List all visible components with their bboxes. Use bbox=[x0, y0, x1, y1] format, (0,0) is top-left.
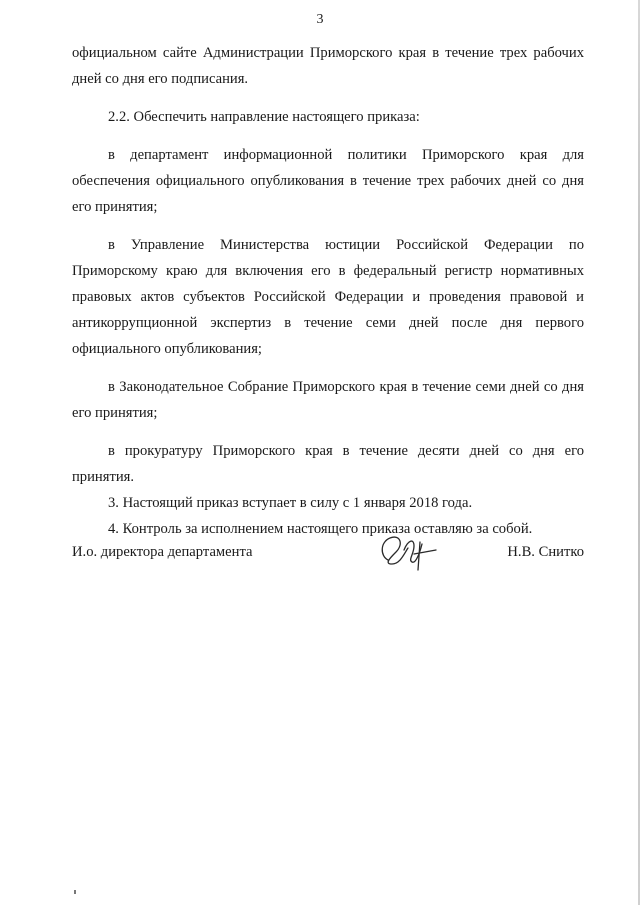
paragraph-3-effective-date: 3. Настоящий приказ вступает в силу с 1 января 2018 года. bbox=[108, 495, 473, 511]
paragraph-justice-ministry: в Управление Министерства юстиции Российской Федерации по Приморскому краю для включения его в федеральный регистр нормативных правовых актов субъектов Российской Федерации и проведения правовой и антикоррупционной экспертиз в течение семи дней после дня первого официального опубликования; bbox=[72, 237, 584, 357]
page-number: 3 bbox=[316, 12, 324, 27]
signatory-name: Н.В. Снитко bbox=[507, 544, 584, 560]
signature-block bbox=[72, 536, 584, 576]
handwritten-signature bbox=[374, 530, 444, 574]
signatory-title: И.о. директора департамента bbox=[72, 544, 253, 560]
document-body bbox=[72, 40, 584, 542]
paragraph-info-policy: в департамент информационной политики Приморского края для обеспечения официального опубликования в течение трех рабочих дней со дня его принятия; bbox=[72, 147, 584, 215]
paragraph-prosecutor: в прокуратуру Приморского края в течение десяти дней со дня его принятия. bbox=[72, 443, 584, 485]
paragraph-continuation: официальном сайте Администрации Приморского края в течение трех рабочих дней со дня его подписания. bbox=[72, 45, 584, 87]
paragraph-4-control: 4. Контроль за исполнением настоящего приказа оставляю за собой. bbox=[108, 521, 533, 537]
paragraph-legislative-assembly: в Законодательное Собрание Приморского края в течение семи дней со дня его принятия; bbox=[72, 379, 584, 421]
paragraph-2-2: 2.2. Обеспечить направление настоящего приказа: bbox=[108, 109, 420, 125]
scan-speck bbox=[74, 890, 76, 894]
